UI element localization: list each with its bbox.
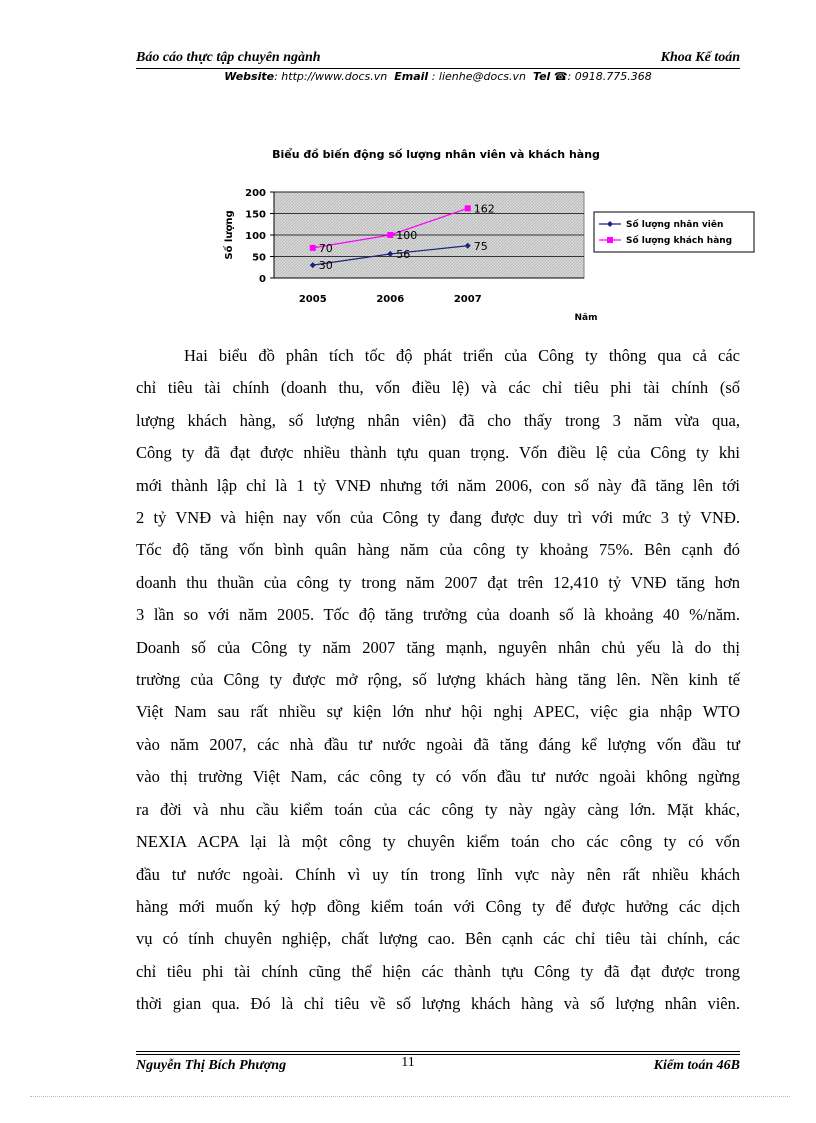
x-tick-label: 2007 — [453, 294, 482, 305]
body-line: doanh thu thuần của công ty trong năm 2007 đạt trên 12,410 tỷ VNĐ tăng hơn — [136, 572, 740, 592]
data-point — [387, 232, 393, 238]
y-tick-label: 150 — [245, 209, 266, 221]
header-department: Khoa Kế toán — [660, 50, 740, 65]
y-axis-label: Số lượng — [224, 210, 235, 260]
legend-box — [594, 212, 754, 252]
chart-title: Biểu đồ biến động số lượng nhân viên và khách hàng — [272, 148, 600, 161]
legend-marker — [607, 237, 613, 243]
website-value[interactable]: : http://www.docs.vn — [274, 70, 388, 83]
data-label: 56 — [396, 247, 411, 261]
footer-divider-top — [136, 1051, 740, 1052]
page-number: 11 — [401, 1055, 415, 1070]
body-line: Hai biểu đồ phân tích tốc độ phát triển của Công ty thông qua cả các — [184, 346, 740, 365]
footer-class: Kiểm toán 46B — [653, 1058, 740, 1073]
body-line: thời gian qua. Đó là chỉ tiêu về số lượng khách hàng và số lượng nhân viên. — [136, 994, 740, 1014]
body-line: vụ có tính chuyên nghiệp, chất lượng cao. Bên cạnh các chỉ tiêu tài chính, các — [136, 929, 740, 949]
body-line: Công ty đã đạt được nhiều thành tựu quan trọng. Vốn điều lệ của Công ty khi — [136, 443, 740, 463]
email-value[interactable]: : lienhe@docs.vn — [431, 70, 526, 83]
tel-label: Tel — [532, 70, 551, 83]
data-label: 70 — [318, 241, 333, 255]
body-line: chỉ tiêu phi tài chính cũng thể hiện các thành tựu Công ty đã đạt được trong — [136, 961, 740, 981]
data-point — [465, 205, 471, 211]
body-line: NEXIA ACPA lại là một công ty chuyên kiểm toán cho các công ty có vốn — [136, 832, 740, 852]
x-tick-label: 2006 — [376, 294, 405, 305]
y-tick-label: 0 — [259, 274, 266, 285]
phone-icon: ☎ — [553, 70, 568, 83]
body-line: trường của Công ty được mở rộng, số lượng khách hàng tăng lên. Nền kinh tế — [136, 670, 740, 690]
body-line: vào thị trường Việt Nam, các công ty có vốn đầu tư nước ngoài không ngừng — [136, 767, 740, 787]
data-point — [310, 245, 316, 251]
body-line: Việt Nam sau rất nhiều sự kiện lớn như hội nghị APEC, việc gia nhập WTO — [136, 702, 740, 722]
body-line: hàng mới muốn ký hợp đồng kiểm toán với Công ty để được hưởng các dịch — [136, 896, 740, 916]
data-label: 162 — [473, 202, 495, 216]
body-line: mới thành lập chỉ là 1 tỷ VNĐ nhưng tới năm 2006, con số này đã tăng lên tới — [136, 475, 740, 495]
x-axis-label: Năm — [574, 313, 598, 323]
x-tick-label: 2005 — [298, 294, 327, 305]
body-line: 2 tỷ VNĐ và hiện nay vốn của Công ty đang được duy trì với mức 3 tỷ VNĐ. — [136, 508, 740, 528]
body-line: ra đời và nhu cầu kiểm toán của các công ty này ngày càng lớn. Mặt khác, — [136, 799, 740, 819]
staff-customer-chart — [216, 140, 776, 325]
y-tick-label: 200 — [245, 188, 266, 199]
data-label: 75 — [473, 239, 488, 253]
body-line: đầu tư nước ngoài. Chính vì uy tín trong lĩnh vực này nên rất nhiều khách — [136, 864, 740, 884]
page-bottom-dotted-rule — [30, 1096, 790, 1097]
header-divider — [136, 68, 740, 69]
body-line: Doanh số của Công ty năm 2007 tăng mạnh, nguyên nhân chủ yếu là do thị — [136, 637, 740, 657]
body-line: lượng khách hàng, số lượng nhân viên) đã cho thấy trong 3 năm vừa qua, — [136, 410, 740, 430]
header-report-title: Báo cáo thực tập chuyên ngành — [136, 50, 321, 65]
website-label: Website — [224, 70, 275, 83]
email-label: Email — [394, 70, 429, 83]
legend-entry: Số lượng nhân viên — [626, 220, 724, 230]
data-label: 30 — [318, 259, 333, 273]
footer-author: Nguyễn Thị Bích Phượng — [136, 1058, 287, 1073]
body-paragraph — [136, 340, 740, 1021]
body-line: chỉ tiêu tài chính (doanh thu, vốn điều lệ) và các chỉ tiêu phi tài chính (số — [136, 378, 740, 398]
body-line: Tốc độ tăng vốn bình quân hàng năm của công ty khoảng 75%. Bên cạnh đó — [136, 540, 740, 560]
legend-entry: Số lượng khách hàng — [626, 236, 733, 246]
y-tick-label: 50 — [252, 252, 266, 264]
data-label: 100 — [396, 229, 418, 242]
header-contact-line — [136, 70, 740, 83]
body-line: 3 lần so với năm 2005. Tốc độ tăng trưởng của doanh số là khoảng 40 %/năm. — [136, 605, 740, 625]
body-line: vào năm 2007, các nhà đầu tư nước ngoài đã tăng đáng kể lượng vốn đầu tư — [136, 734, 740, 754]
y-tick-label: 100 — [245, 231, 266, 242]
tel-value: : 0918.775.368 — [567, 70, 652, 83]
